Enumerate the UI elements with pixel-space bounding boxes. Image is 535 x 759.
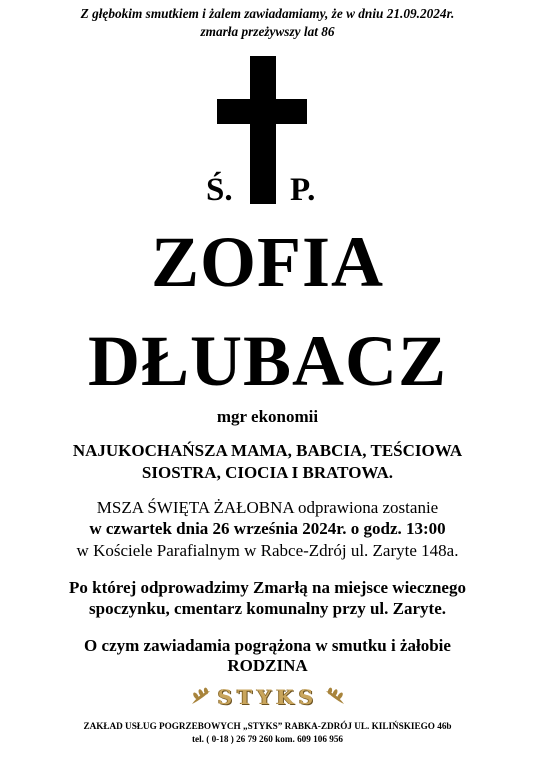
academic-title: mgr ekonomii: [216, 407, 319, 426]
burial-line-2: spoczynku, cmentarz komunalny przy ul. Zaryte.: [89, 599, 446, 618]
sp-left-initial: Ś.: [206, 172, 233, 208]
mass-line-1: MSZA ŚWIĘTA ŻAŁOBNA odprawiona zostanie: [96, 498, 439, 517]
styks-logo: [188, 682, 348, 712]
footer-line-1: ZAKŁAD USŁUG POGRZEBOWYCH „STYKS” RABKA-ZDRÓJ UL. KILIŃSKIEGO 46b: [83, 721, 452, 731]
closing-line-2: RODZINA: [227, 656, 308, 675]
announcement-line-1: Z głębokim smutkiem i żalem zawiadamiamy, że w dniu 21.09.2024r.: [80, 6, 455, 21]
announcement-line-2: zmarła przeżywszy lat 86: [200, 24, 335, 39]
family-line-1: NAJUKOCHAŃSZA MAMA, BABCIA, TEŚCIOWA: [72, 441, 463, 460]
first-name: ZOFIA: [150, 222, 385, 302]
announcement-header: [0, 5, 535, 41]
family-line-2: SIOSTRA, CIOCIA I BRATOWA.: [141, 463, 394, 482]
sp-right-initial: P.: [290, 172, 316, 208]
footer-line-2: tel. ( 0-18 ) 26 79 260 kom. 609 106 956: [191, 734, 344, 744]
logo-text: STYKS: [217, 685, 319, 709]
mass-line-2: w czwartek dnia 26 września 2024r. o godz. 13:00: [89, 519, 446, 538]
mass-line-3: w Kościele Parafialnym w Rabce-Zdrój ul. Zaryte 148a.: [76, 541, 459, 560]
burial-line-1: Po której odprowadzimy Zmarłą na miejsce wiecznego: [69, 578, 466, 597]
closing-line-1: O czym zawiadamia pogrążona w smutku i żałobie: [84, 636, 451, 655]
last-name: DŁUBACZ: [87, 321, 448, 401]
